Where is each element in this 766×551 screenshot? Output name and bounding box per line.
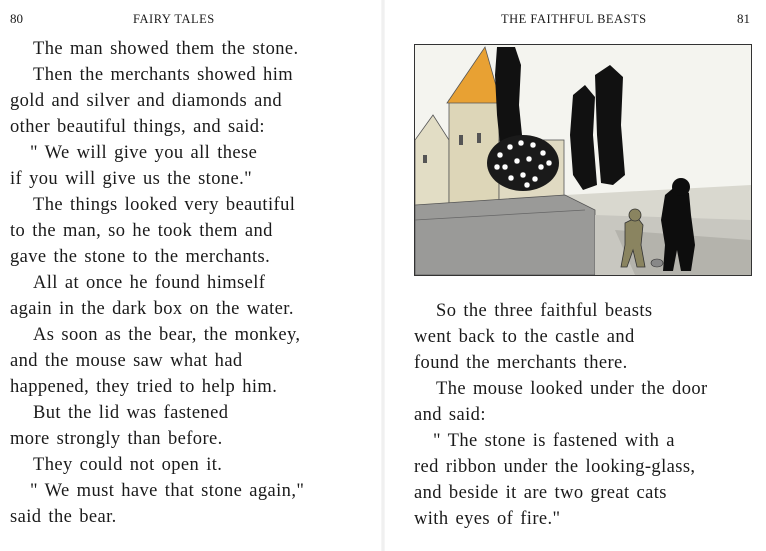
castle-illustration: [414, 44, 752, 276]
text-line: and the mouse saw what had: [10, 351, 243, 371]
text-line: The things looked very beautiful: [33, 195, 296, 215]
page-number-right: 81: [737, 11, 750, 26]
text-line: red ribbon under the looking-glass,: [414, 457, 696, 477]
text-line: " We must have that stone again,": [30, 481, 305, 501]
text-line: happened, they tried to help him.: [10, 377, 278, 397]
text-line: with eyes of fire.": [414, 509, 561, 529]
text-line: They could not open it.: [33, 455, 223, 475]
page-number-left: 80: [10, 11, 23, 26]
text-line: other beautiful things, and said:: [10, 117, 265, 137]
text-line: gold and silver and diamonds and: [10, 91, 282, 111]
text-line: " The stone is fastened with a: [433, 431, 675, 451]
text-line: " We will give you all these: [30, 143, 258, 163]
running-head-right: THE FAITHFUL BEASTS: [501, 12, 647, 26]
running-head-left: FAIRY TALES: [133, 12, 215, 26]
text-line: gave the stone to the merchants.: [10, 247, 271, 267]
text-line: All at once he found himself: [33, 273, 266, 293]
text-line: So the three faithful beasts: [436, 301, 653, 321]
text-line: more strongly than before.: [10, 429, 223, 449]
text-line: found the merchants there.: [414, 353, 628, 373]
text-line: But the lid was fastened: [33, 403, 229, 423]
text-line: said the bear.: [10, 507, 117, 527]
text-line: and beside it are two great cats: [414, 483, 667, 503]
text-line: went back to the castle and: [414, 327, 635, 347]
text-line: The mouse looked under the door: [436, 379, 708, 399]
text-line: to the man, so he took them and: [10, 221, 273, 241]
text-line: As soon as the bear, the monkey,: [33, 325, 301, 345]
text-line: Then the merchants showed him: [33, 65, 294, 85]
text-line: and said:: [414, 405, 486, 425]
text-line: The man showed them the stone.: [33, 39, 299, 59]
text-line: if you will give us the stone.": [10, 169, 253, 189]
text-line: again in the dark box on the water.: [10, 299, 294, 319]
